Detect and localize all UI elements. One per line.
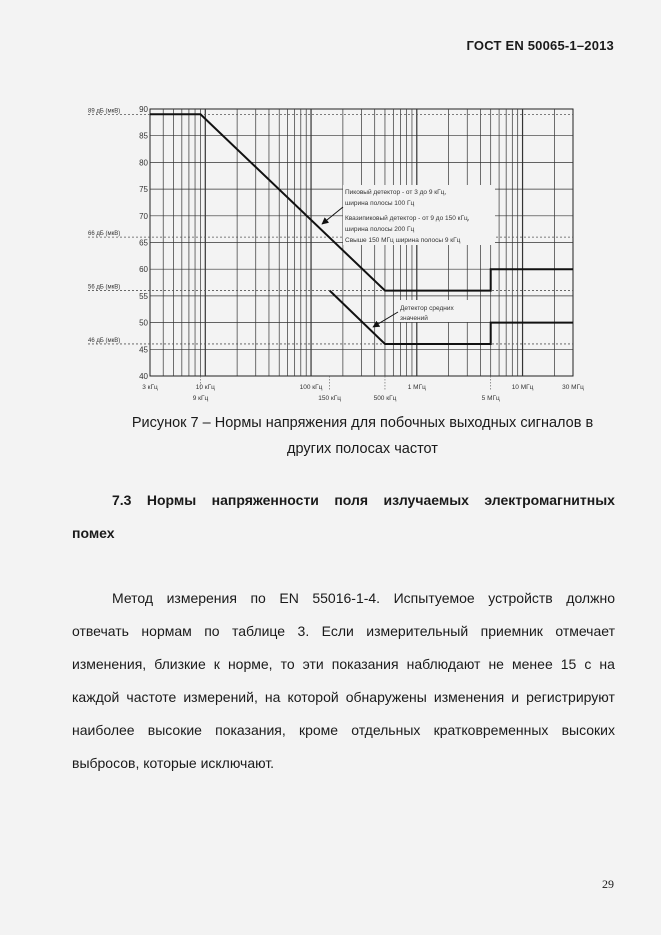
word: высоких bbox=[561, 722, 615, 738]
paragraph-line bbox=[72, 582, 615, 615]
x-tick-label: 500 кГц bbox=[373, 395, 397, 402]
word: кроме bbox=[298, 722, 339, 738]
y-tick-label: 60 bbox=[139, 265, 148, 275]
section-heading-line-2: помех bbox=[72, 525, 115, 541]
y-tick-label: 65 bbox=[139, 238, 148, 248]
word: изменения bbox=[433, 689, 505, 705]
word: нормам bbox=[141, 623, 192, 639]
word: на bbox=[599, 656, 615, 672]
y-reference-label: 89 дБ (мкВ) bbox=[88, 108, 121, 115]
word: измерений, bbox=[183, 689, 258, 705]
word: близкие bbox=[154, 656, 206, 672]
word: норме, bbox=[227, 656, 273, 672]
word: устройств bbox=[488, 590, 553, 606]
word: измерения bbox=[166, 590, 237, 606]
caption-line-2: других полосах частот bbox=[287, 441, 438, 457]
word: по bbox=[204, 623, 220, 639]
word: выбросов, которые исключают. bbox=[72, 755, 275, 771]
word: таблице bbox=[232, 623, 286, 639]
y-tick-label: 70 bbox=[139, 211, 148, 221]
y-reference-label: 56 дБ (мкВ) bbox=[88, 284, 121, 291]
word: отвечать bbox=[72, 623, 129, 639]
word: отдельных bbox=[351, 722, 421, 738]
x-tick-label: 5 МГц bbox=[481, 395, 500, 402]
word: должно bbox=[566, 590, 615, 606]
word: 15 bbox=[560, 656, 577, 672]
paragraph-line bbox=[72, 615, 615, 648]
word: приемник bbox=[480, 623, 543, 639]
word: наиболее bbox=[72, 722, 135, 738]
voltage-limits-chart bbox=[0, 0, 661, 410]
word: регистрируют bbox=[526, 689, 615, 705]
word: изменения, bbox=[72, 656, 147, 672]
word: отмечает bbox=[555, 623, 615, 639]
x-tick-label: 30 МГц bbox=[562, 384, 584, 391]
annotation-text: Пиковый детектор - от 3 до 9 кГц, bbox=[345, 189, 447, 196]
annotation-arrow bbox=[373, 312, 398, 327]
word: Испытуемое bbox=[393, 590, 475, 606]
y-tick-label: 55 bbox=[139, 291, 148, 301]
word: показания bbox=[331, 656, 399, 672]
word: показания, bbox=[215, 722, 286, 738]
x-tick-label: 3 кГц bbox=[142, 384, 158, 391]
word: не bbox=[488, 656, 504, 672]
figure-caption bbox=[110, 410, 615, 462]
word: поля bbox=[334, 492, 369, 508]
word: Нормы bbox=[146, 492, 197, 508]
y-tick-label: 75 bbox=[139, 185, 148, 195]
word: которой bbox=[287, 689, 339, 705]
y-tick-label: 90 bbox=[139, 105, 148, 114]
annotation-text: значений bbox=[400, 315, 428, 322]
paragraph-line bbox=[72, 681, 615, 714]
word: электромагнитных bbox=[484, 492, 615, 508]
word: высокие bbox=[147, 722, 202, 738]
word: наблюдают bbox=[406, 656, 481, 672]
annotation-text: ширина полосы 100 Гц bbox=[345, 200, 415, 207]
section-heading-line-1 bbox=[72, 484, 615, 517]
word: EN bbox=[279, 590, 299, 606]
x-tick-label: 10 МГц bbox=[511, 384, 534, 391]
word: Если bbox=[321, 623, 354, 639]
paragraph-line bbox=[72, 747, 615, 780]
y-tick-label: 80 bbox=[139, 158, 148, 168]
body-paragraph bbox=[72, 582, 615, 780]
word: частоте bbox=[126, 689, 177, 705]
x-tick-label: 100 кГц bbox=[299, 384, 323, 391]
word: излучаемых bbox=[383, 492, 469, 508]
word: Метод bbox=[112, 590, 154, 606]
annotation-text: Свыше 150 МГц ширина полосы 9 кГц bbox=[345, 237, 461, 244]
word: кратковременных bbox=[433, 722, 549, 738]
word: 3. bbox=[297, 623, 310, 639]
word: и bbox=[511, 689, 520, 705]
page-number: 29 bbox=[602, 877, 614, 891]
x-tick-label: 150 кГц bbox=[318, 395, 342, 402]
word: измерительный bbox=[366, 623, 469, 639]
y-tick-label: 40 bbox=[139, 372, 148, 381]
word: напряженности bbox=[211, 492, 319, 508]
x-tick-label: 10 кГц bbox=[195, 384, 215, 391]
word: по bbox=[250, 590, 266, 606]
word: 7.3 bbox=[112, 492, 132, 508]
section-heading bbox=[72, 484, 615, 550]
word: менее bbox=[512, 656, 553, 672]
y-tick-label: 45 bbox=[139, 345, 148, 355]
word: к bbox=[213, 656, 220, 672]
y-tick-label: 85 bbox=[139, 131, 148, 141]
paragraph-line bbox=[72, 714, 615, 747]
annotation-text: Детектор средних bbox=[400, 305, 454, 312]
word: на bbox=[264, 689, 281, 705]
word: с bbox=[584, 656, 592, 672]
paragraph-line bbox=[72, 648, 615, 681]
annotation-text: Квазипиковый детектор - от 9 до 150 кГц, bbox=[345, 215, 470, 222]
y-reference-label: 66 дБ (мкВ) bbox=[88, 231, 121, 238]
word: эти bbox=[302, 656, 324, 672]
word: то bbox=[280, 656, 295, 672]
word: обнаружены bbox=[345, 689, 427, 705]
caption-line-1: Рисунок 7 – Нормы напряжения для побочных выходных сигналов в bbox=[131, 415, 594, 431]
document-code: ГОСТ EN 50065-1–2013 bbox=[466, 38, 614, 53]
y-reference-label: 46 дБ (мкВ) bbox=[88, 337, 121, 344]
annotation-text: ширина полосы 200 Гц bbox=[345, 226, 415, 233]
word: 55016-1-4. bbox=[312, 590, 381, 606]
y-tick-label: 50 bbox=[139, 318, 148, 328]
word: каждой bbox=[72, 689, 120, 705]
x-tick-label: 1 МГц bbox=[407, 384, 426, 391]
x-tick-label: 9 кГц bbox=[192, 395, 209, 402]
